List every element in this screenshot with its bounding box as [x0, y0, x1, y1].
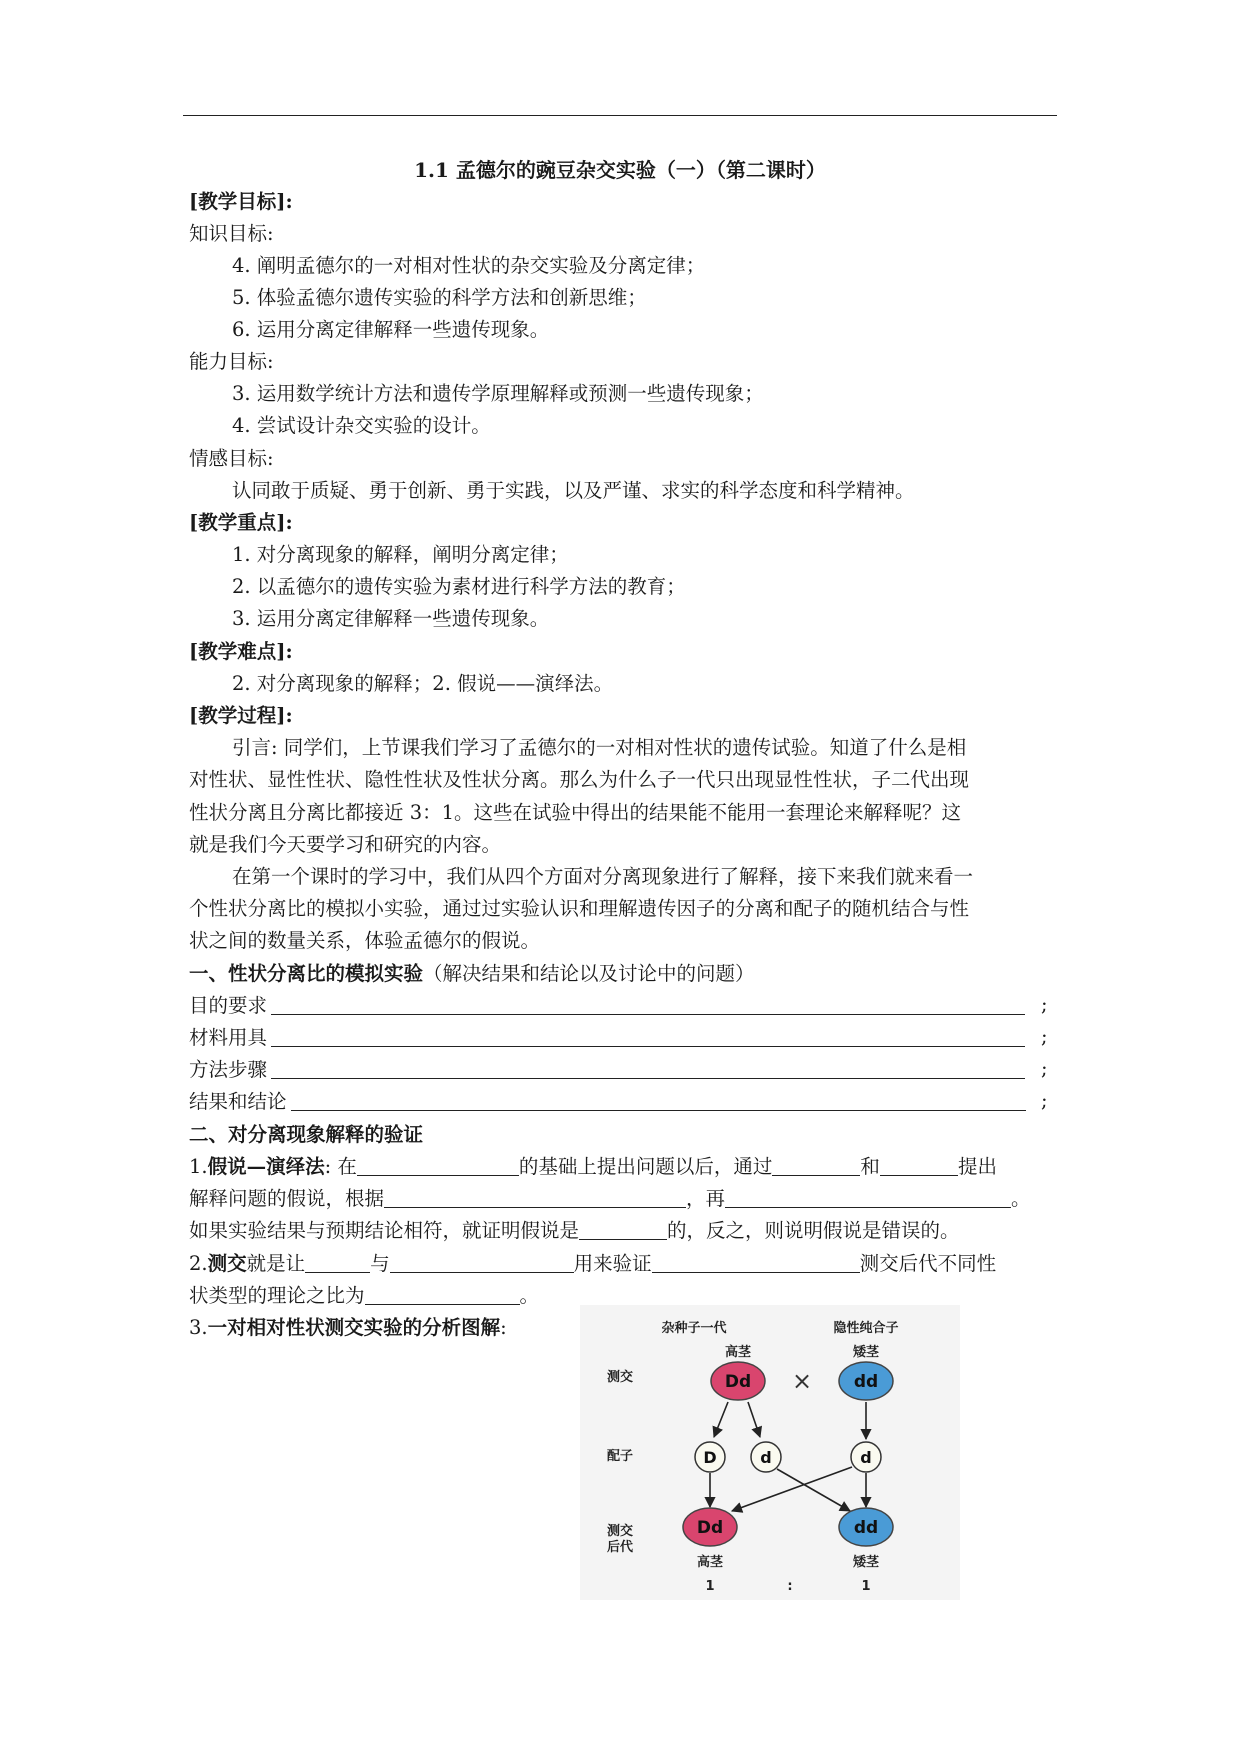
item-number: 2.: [189, 1252, 208, 1275]
difficulties-header: [教学难点]:: [189, 640, 293, 663]
ability-item: 3. 运用数学统计方法和遗传学原理解释或预测一些遗传现象；: [232, 382, 764, 405]
gamete-d: d: [760, 1448, 772, 1467]
semicolon: ;: [1041, 993, 1048, 1016]
parent1-phenotype: 高茎: [724, 1345, 752, 1360]
knowledge-item: 5. 体验孟德尔遗传实验的科学方法和创新思维；: [232, 286, 647, 309]
para2-line: 在第一个课时的学习中，我们从四个方面对分离现象进行了解释，接下来我们就来看一: [232, 865, 974, 888]
term-testcross: 测交: [207, 1252, 247, 1275]
arrow: [732, 1467, 852, 1511]
semicolon: ;: [1041, 1089, 1048, 1112]
item2-line1: [189, 1251, 996, 1277]
term-analysis-diagram: 一对相对性状测交实验的分析图解: [207, 1316, 501, 1339]
fill-blank[interactable]: [880, 1155, 958, 1176]
cross-symbol: ×: [791, 1367, 813, 1395]
field-label: 结果和结论: [189, 1090, 287, 1113]
intro-line: 就是我们今天要学习和研究的内容。: [189, 833, 502, 856]
section1-heading: [189, 961, 755, 987]
keypoint-item: 3. 运用分离定律解释一些遗传现象。: [232, 607, 550, 630]
parent2-phenotype: 矮茎: [852, 1345, 880, 1360]
offspring1-genotype: Dd: [696, 1518, 724, 1538]
fill-blank[interactable]: [725, 1187, 1011, 1208]
section1-note: （解决结果和结论以及讨论中的问题）: [423, 962, 755, 985]
section1-title: 一、性状分离比的模拟实验: [189, 962, 424, 985]
fill-blank[interactable]: [271, 1026, 1025, 1047]
fill-blank[interactable]: [291, 1090, 1026, 1111]
text-fragment: 与: [370, 1252, 390, 1275]
recessive-label: 隐性纯合子: [833, 1321, 899, 1336]
knowledge-item: 4. 阐明孟德尔的一对相对性状的杂交实验及分离定律；: [232, 254, 706, 277]
fill-blank[interactable]: [305, 1252, 370, 1273]
difficulties-text: 2. 对分离现象的解释；2. 假说——演绎法。: [232, 672, 614, 695]
field-purpose: [189, 993, 1025, 1019]
section2-title: 二、对分离现象解释的验证: [189, 1123, 424, 1146]
text-fragment: ，再: [686, 1187, 726, 1210]
field-label: 材料用具: [189, 1026, 268, 1049]
row-label-testcross: 测交: [606, 1370, 634, 1385]
text-fragment: 。: [1011, 1187, 1031, 1210]
goals-header: [教学目标]:: [189, 190, 293, 213]
field-steps: [189, 1057, 1025, 1083]
field-label: 方法步骤: [189, 1058, 268, 1081]
para2-line: 状之间的数量关系，体验孟德尔的假说。: [189, 929, 541, 952]
item1-line1: [189, 1154, 997, 1180]
text-fragment: : 在: [324, 1155, 357, 1178]
intro-line: 对性状、显性性状、隐性性状及性状分离。那么为什么子一代只出现显性性状，子二代出现: [189, 768, 970, 791]
keypoint-item: 2. 以孟德尔的遗传实验为素材进行科学方法的教育；: [232, 575, 686, 598]
ability-item: 4. 尝试设计杂交实验的设计。: [232, 414, 491, 437]
offspring2-phenotype: 矮茎: [852, 1555, 880, 1570]
gamete-D: D: [703, 1448, 717, 1467]
intro-line: 性状分离且分离比都接近 3：1。这些在试验中得出的结果能不能用一套理论来解释呢？这: [189, 801, 962, 824]
emotion-text: 认同敢于质疑、勇于创新、勇于实践，以及严谨、求实的科学态度和科学精神。: [232, 479, 915, 502]
text-fragment: 和: [860, 1155, 880, 1178]
item2-line2: [189, 1283, 539, 1309]
text-fragment: 。: [519, 1284, 540, 1307]
fill-blank[interactable]: [365, 1284, 520, 1305]
knowledge-label: 知识目标:: [189, 222, 274, 245]
row-label-offspring: 后代: [606, 1540, 634, 1555]
ratio-separator: :: [787, 1579, 793, 1594]
parent2-genotype: dd: [853, 1372, 879, 1392]
fill-blank[interactable]: [772, 1155, 860, 1176]
knowledge-item: 6. 运用分离定律解释一些遗传现象。: [232, 318, 550, 341]
intro-line: 引言: 同学们，上节课我们学习了孟德尔的一对相对性状的遗传试验。知道了什么是相: [232, 736, 967, 759]
parent1-genotype: Dd: [724, 1372, 752, 1392]
fill-blank[interactable]: [579, 1219, 667, 1240]
testcross-diagram: [580, 1305, 960, 1600]
ratio-left: 1: [705, 1579, 715, 1594]
testcross-diagram-svg: [580, 1305, 960, 1600]
text-fragment: 测交后代不同性: [859, 1252, 997, 1275]
fill-blank[interactable]: [384, 1187, 686, 1208]
para2-line: 个性状分离比的模拟小实验，通过过实验认识和理解遗传因子的分离和配子的随机结合与性: [189, 897, 970, 920]
process-header: [教学过程]:: [189, 704, 293, 727]
fill-blank[interactable]: [357, 1155, 519, 1176]
row-label-offspring: 测交: [606, 1524, 634, 1539]
item1-line2: [189, 1186, 1031, 1212]
ratio-right: 1: [861, 1579, 871, 1594]
row-label-gamete: 配子: [606, 1449, 634, 1464]
term-hypothesis-deduction: 假说—演绎法: [207, 1155, 325, 1178]
item-number: 3.: [189, 1316, 208, 1339]
hybrid-label: 杂种子一代: [661, 1321, 727, 1336]
ability-label: 能力目标:: [189, 350, 274, 373]
header-rule: [183, 115, 1057, 116]
fill-blank[interactable]: [271, 1058, 1025, 1079]
fill-blank[interactable]: [271, 994, 1025, 1015]
text-fragment: 用来验证: [573, 1252, 652, 1275]
text-fragment: 状类型的理论之比为: [189, 1284, 365, 1307]
item3-line: [189, 1315, 507, 1341]
emotion-label: 情感目标:: [189, 447, 274, 470]
text-fragment: 如果实验结果与预期结论相符，就证明假说是: [189, 1219, 580, 1242]
field-results: [189, 1089, 1026, 1115]
semicolon: ;: [1041, 1025, 1048, 1048]
item1-line3: [189, 1218, 960, 1244]
keypoints-header: [教学重点]:: [189, 511, 293, 534]
text-fragment: 的，反之，则说明假说是错误的。: [667, 1219, 960, 1242]
text-fragment: 就是让: [246, 1252, 306, 1275]
text-fragment: 的基础上提出问题以后，通过: [518, 1155, 773, 1178]
text-fragment: 提出: [957, 1155, 997, 1178]
fill-blank[interactable]: [652, 1252, 860, 1273]
item-number: 1.: [189, 1155, 208, 1178]
keypoint-item: 1. 对分离现象的解释，阐明分离定律；: [232, 543, 569, 566]
field-label: 目的要求: [189, 994, 268, 1017]
arrow: [748, 1402, 760, 1437]
semicolon: ;: [1041, 1057, 1048, 1080]
fill-blank[interactable]: [390, 1252, 574, 1273]
page-title: 1.1 孟德尔的豌豆杂交实验（一）（第二课时）: [414, 158, 826, 182]
text-fragment: :: [500, 1316, 507, 1339]
arrow: [714, 1402, 728, 1437]
gamete-d: d: [860, 1448, 872, 1467]
offspring2-genotype: dd: [853, 1518, 879, 1538]
text-fragment: 解释问题的假说，根据: [189, 1187, 385, 1210]
field-materials: [189, 1025, 1025, 1051]
offspring1-phenotype: 高茎: [696, 1555, 724, 1570]
